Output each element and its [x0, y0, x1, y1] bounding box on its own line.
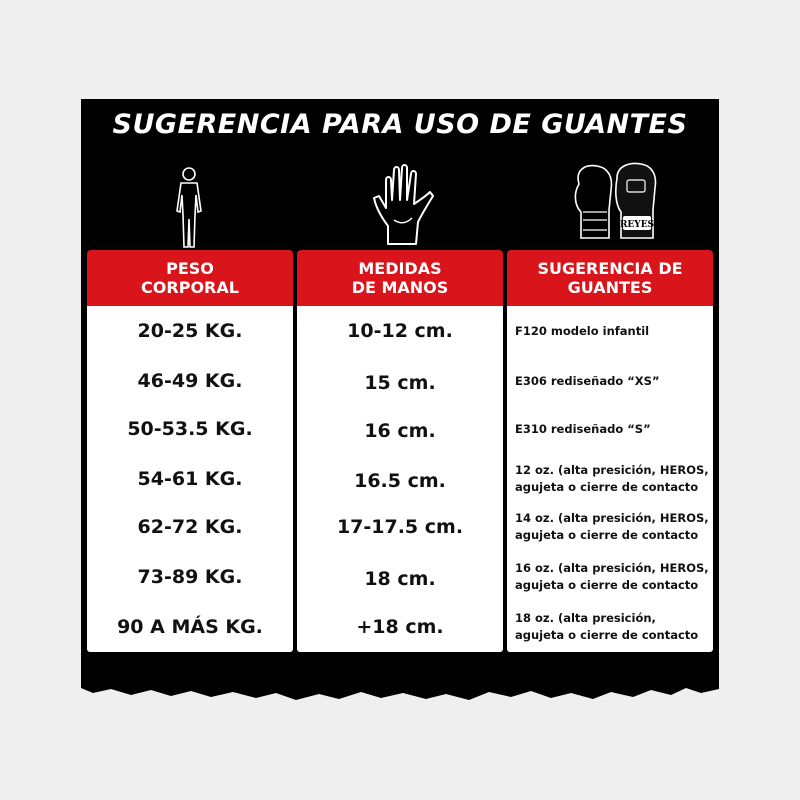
table-cell-manos: 15 cm. [364, 372, 436, 394]
table-cell-peso: 90 A MÁS KG. [117, 616, 263, 638]
column-body [297, 306, 503, 652]
table-cell-manos: 10-12 cm. [347, 320, 453, 342]
table-cell-manos: +18 cm. [356, 616, 444, 638]
column-manos [297, 250, 503, 654]
header-guantes: SUGERENCIA DE GUANTES [507, 250, 713, 306]
column-body [507, 306, 713, 652]
table-cell-manos: 16.5 cm. [354, 470, 446, 492]
table-cell-peso: 50-53.5 KG. [127, 418, 253, 440]
page-title: SUGERENCIA PARA USO DE GUANTES [112, 109, 688, 140]
table-cell-guante: 14 oz. (alta presición, HEROS, agujeta o cierre de contacto [515, 511, 709, 542]
header-manos: MEDIDAS DE MANOS [297, 250, 503, 306]
table-cell-guante: 18 oz. (alta presición, agujeta o cierre de contacto [515, 611, 699, 642]
table-cell-manos: 18 cm. [364, 568, 436, 590]
table-cell-peso: 54-61 KG. [137, 468, 243, 490]
table-cell-peso: 73-89 KG. [137, 566, 243, 588]
table-cell-peso: 62-72 KG. [137, 516, 243, 538]
boxing-gloves-icon [565, 160, 665, 246]
table-cell-peso: 20-25 KG. [137, 320, 243, 342]
column-guantes [507, 250, 713, 654]
column-body [87, 306, 293, 652]
table-cell-peso: 46-49 KG. [137, 370, 243, 392]
table-cell-guante: 12 oz. (alta presición, HEROS, agujeta o cierre de contacto [515, 463, 709, 494]
torn-edge [81, 655, 719, 705]
table-cell-guante: 16 oz. (alta presición, HEROS, agujeta o cierre de contacto [515, 561, 709, 592]
person-icon [171, 165, 207, 251]
table-cell-guante: F120 modelo infantil [515, 323, 650, 338]
table-cell-manos: 16 cm. [364, 420, 436, 442]
column-peso [87, 250, 293, 654]
table-cell-guante: E310 rediseñado “S” [515, 421, 651, 436]
header-peso: PESO CORPORAL [87, 250, 293, 306]
glove-brand-label: REYES [619, 220, 655, 230]
table-cell-manos: 17-17.5 cm. [336, 516, 464, 538]
hand-icon [370, 160, 436, 250]
table-cell-guante: E306 rediseñado “XS” [515, 373, 660, 388]
